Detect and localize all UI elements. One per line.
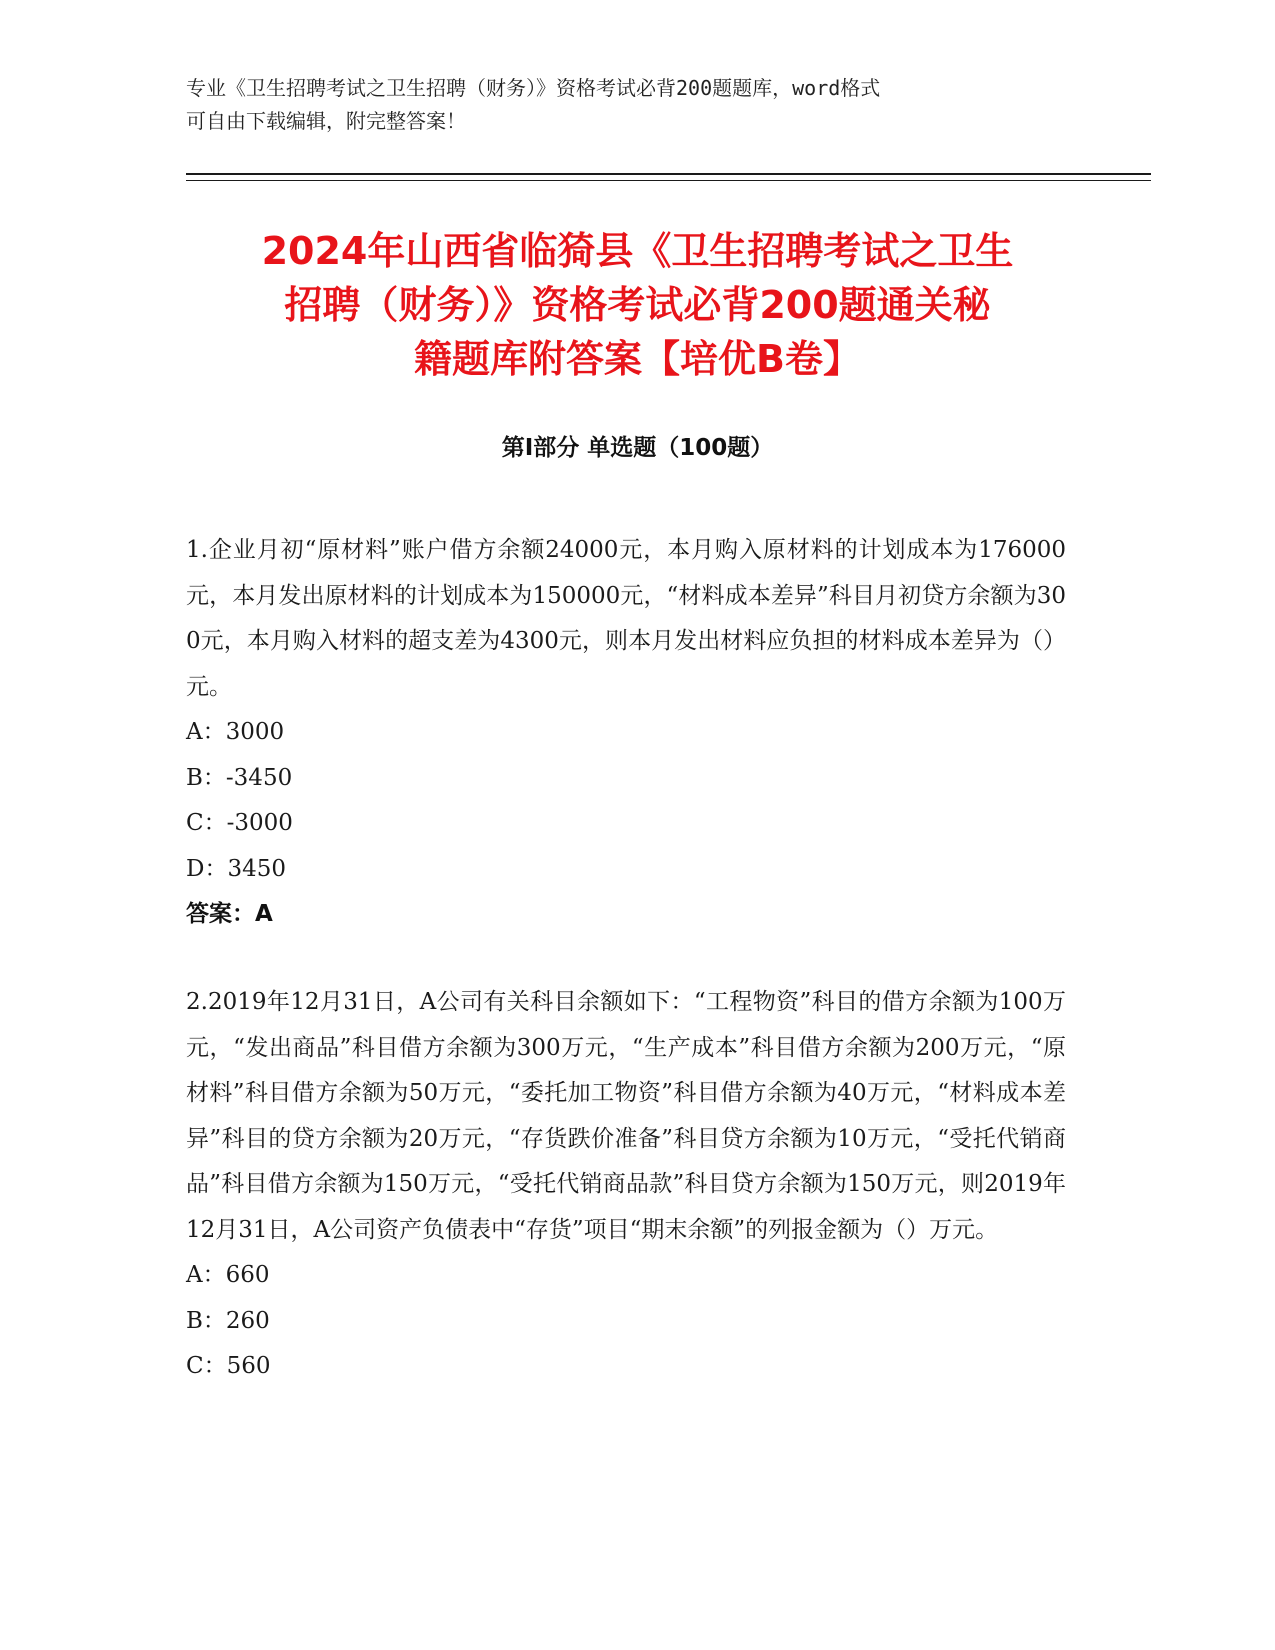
- option-b: [186, 1299, 1066, 1345]
- option-a: [186, 1253, 1066, 1299]
- option-text: -3000: [226, 810, 293, 836]
- header-note-line: 专业《卫生招聘考试之卫生招聘（财务）》资格考试必背200题题库，word格式: [186, 76, 881, 100]
- answer-line: 答案：A: [186, 901, 273, 927]
- option-text: 260: [225, 1307, 270, 1334]
- question-stem: 1.企业月初“原材料”账户借方余额24000元，本月购入原材料的计划成本为176000元，本月发出原材料的计划成本为150000元，“材料成本差异”科目月初贷方余额为300元，本月购入材料的超支差为4300元，则本月发出材料应负担的材料成本差异为（）元。: [186, 537, 1066, 700]
- header-divider-thick: [186, 173, 1151, 175]
- option-label: B：: [186, 764, 226, 791]
- option-label: C：: [186, 810, 227, 836]
- option-d: [186, 847, 1066, 893]
- option-label: B：: [186, 1307, 226, 1334]
- option-c: [186, 1344, 1066, 1390]
- option-text: 560: [226, 1353, 271, 1379]
- option-text: 3000: [225, 719, 285, 745]
- document-title-line: 2024年山西省临猗县《卫生招聘考试之卫生: [261, 229, 1014, 273]
- document-title-line: 籍题库附答案【培优B卷】: [414, 337, 861, 381]
- section-heading: 第I部分 单选题（100题）: [501, 435, 774, 461]
- option-label: A：: [186, 719, 226, 745]
- option-text: 660: [225, 1262, 270, 1288]
- header-divider-thin: [186, 180, 1151, 181]
- option-a: [186, 710, 1066, 756]
- option-c: [186, 801, 1066, 847]
- option-b: [186, 756, 1066, 802]
- option-label: C：: [186, 1353, 227, 1379]
- question-stem: 2.2019年12月31日，A公司有关科目余额如下：“工程物资”科目的借方余额为100万元，“发出商品”科目借方余额为300万元，“生产成本”科目借方余额为200万元，“原材料”科目借方余额为50万元，“委托加工物资”科目借方余额为40万元，“材料成本差异”科目的贷方余额为20万元，“存货跌价准备”科目贷方余额为10万元，“受托代销商品”科目借方余额为150万元，“受托代销商品款”科目贷方余额为150万元，则2019年12月31日，A公司资产负债表中“存货”项目“期末余额”的列报金额为（）万元。: [186, 989, 1066, 1243]
- document-title: [150, 224, 1125, 386]
- option-text: -3450: [225, 764, 293, 791]
- option-label: A：: [186, 1262, 226, 1288]
- header-note-line: 可自由下载编辑，附完整答案！: [186, 109, 466, 133]
- question-1: [186, 528, 1066, 938]
- header-note: [186, 72, 1066, 138]
- question-2: [186, 980, 1066, 1390]
- option-text: 3450: [227, 855, 286, 882]
- option-label: D：: [186, 855, 228, 882]
- document-title-line: 招聘（财务）》资格考试必背200题通关秘: [284, 283, 991, 327]
